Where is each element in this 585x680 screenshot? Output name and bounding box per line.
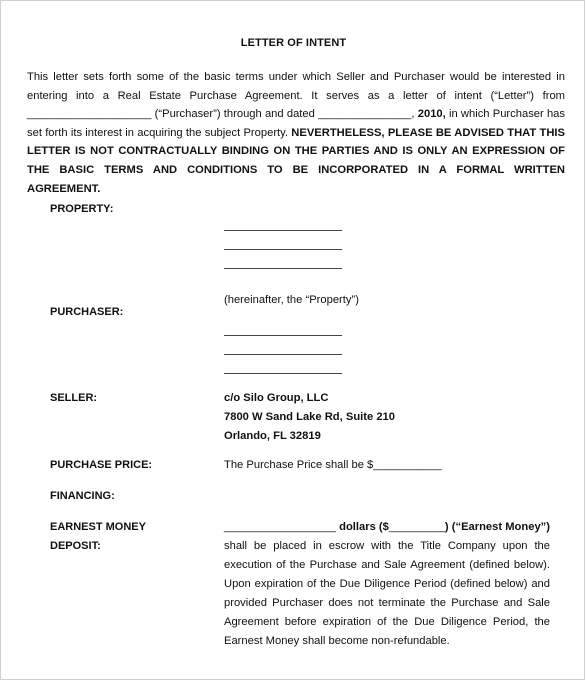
earnest-money-defined: ) (“Earnest Money”) — [444, 521, 550, 533]
seller-address — [224, 389, 395, 446]
intro-paragraph — [27, 68, 565, 198]
intro-text-1: This letter sets forth some of the basic terms under which Seller and Purchaser would be interested in entering into a Real Estate Purchase Agreement. It serves as a letter of intent (“Letter”) from — [27, 71, 565, 102]
deposit-label: DEPOSIT: — [50, 540, 101, 552]
seller-line-3: Orlando, FL 32819 — [224, 430, 321, 442]
property-note: (hereinafter, the “Property”) — [224, 294, 359, 306]
purchase-price-blank[interactable]: ___________ — [373, 459, 442, 471]
intro-text-2: (“Purchaser”) through and dated — [151, 108, 319, 121]
purchaser-line-3[interactable] — [224, 373, 342, 374]
purchaser-name-blank[interactable]: ____________________ — [27, 108, 152, 121]
purchase-price-sentence: The Purchase Price shall be $ — [224, 459, 374, 471]
earnest-money-paragraph — [224, 518, 550, 651]
purchaser-line-1[interactable] — [224, 335, 342, 336]
non-binding-notice: NEVERTHELESS, PLEASE BE ADVISED THAT THIS LETTER IS NOT CONTRACTUALLY BINDING ON THE PARTIES AND IS ONLY AN EXPRESSION OF THE BASIC TERMS AND CONDITIONS TO BE INCORPORATED IN A FORMAL WRITTEN AGREEMENT. — [27, 126, 565, 195]
earnest-amount-blank[interactable]: _________ — [388, 521, 445, 533]
seller-line-1: c/o Silo Group, LLC — [224, 392, 329, 404]
purchaser-label: PURCHASER: — [50, 306, 124, 318]
seller-label: SELLER: — [50, 392, 98, 404]
earnest-money-label: EARNEST MONEY — [50, 521, 146, 533]
property-line-1[interactable] — [224, 230, 342, 231]
property-line-3[interactable] — [224, 268, 342, 269]
intro-year: 2010, — [414, 108, 446, 121]
purchase-price-label: PURCHASE PRICE: — [50, 459, 153, 471]
property-label: PROPERTY: — [50, 203, 114, 215]
earnest-money-body: shall be placed in escrow with the Title Company upon the execution of the Purchase and Sale Agreement (defined below). Upon expiration of the Due Diligence Period (defined below) and provided Purchaser does not terminate the Purchase and Sale Agreement before expiration of the Due Diligence Period, the Earnest Money shall become non-refundable. — [224, 540, 550, 647]
earnest-amount-words-blank[interactable]: __________________ — [224, 521, 336, 533]
purchaser-line-2[interactable] — [224, 354, 342, 355]
document-title: LETTER OF INTENT — [240, 37, 347, 49]
property-line-2[interactable] — [224, 249, 342, 250]
purchase-price-text — [224, 459, 442, 471]
date-blank[interactable]: _______________, — [318, 108, 415, 121]
earnest-dollars-text: dollars ($ — [336, 521, 389, 533]
seller-line-2: 7800 W Sand Lake Rd, Suite 210 — [224, 411, 395, 423]
financing-label: FINANCING: — [50, 490, 115, 502]
intro-text-3: in which Purchaser has set forth its interest in acquiring the subject Property. — [27, 108, 565, 139]
